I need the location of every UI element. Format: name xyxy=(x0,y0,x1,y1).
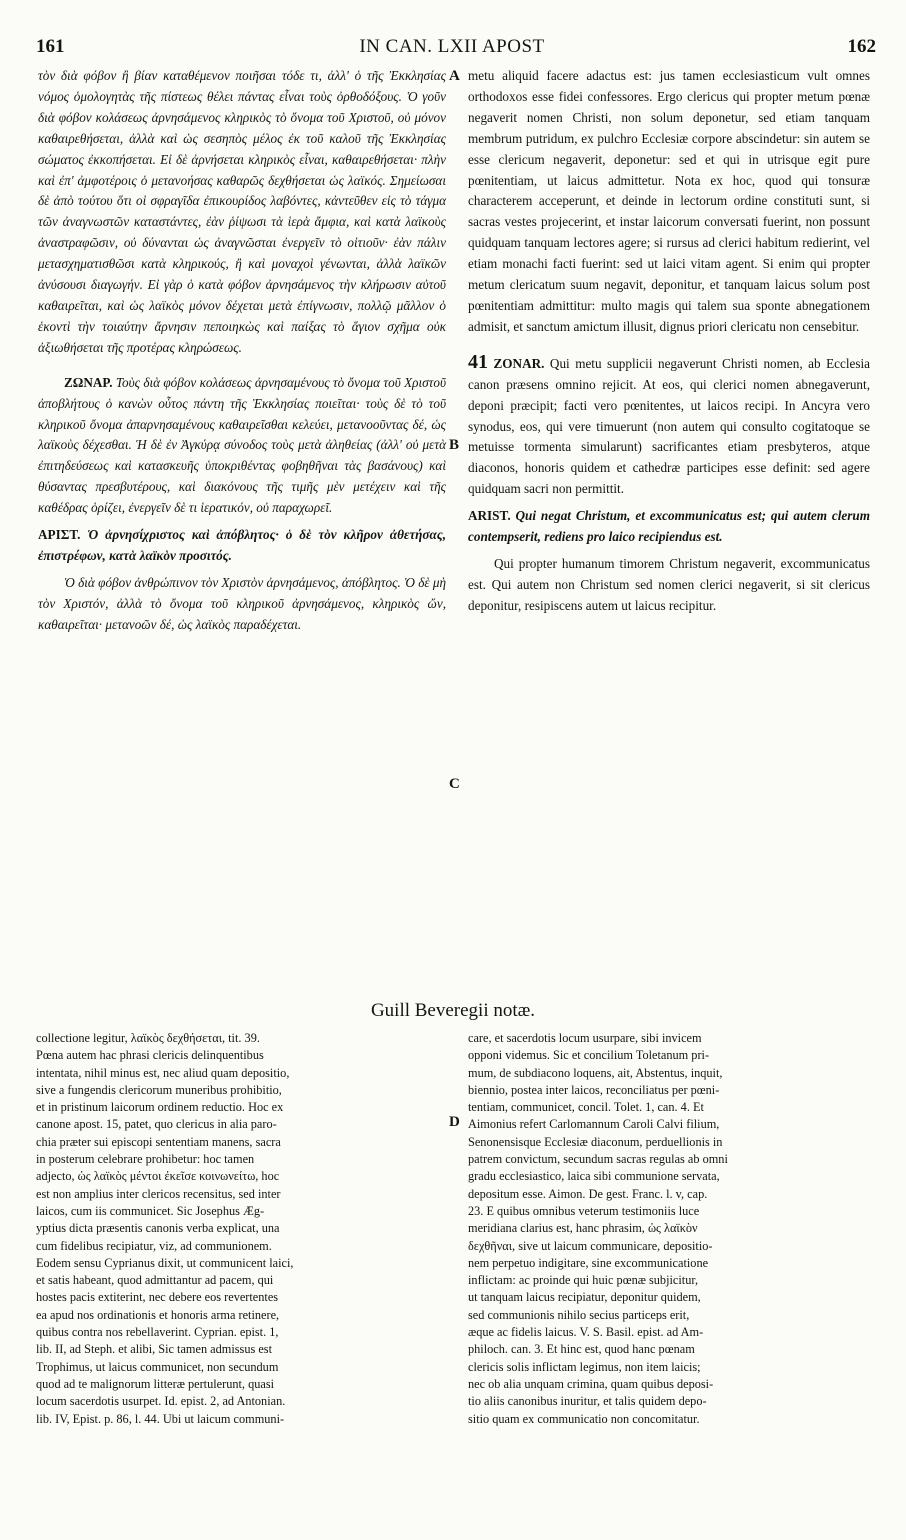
latin-column xyxy=(468,66,870,617)
note-line: inflictam: ac proinde qui huic pœnæ subjicitur, xyxy=(468,1273,699,1288)
note-line: ut tanquam laicus recipiatur, deponitur quidem, xyxy=(468,1290,701,1305)
greek-aristenus-summary xyxy=(38,525,446,567)
note-line: nem perpetuo indigitare, sine excommunicatione xyxy=(468,1255,709,1270)
latin-aristenus-text: Qui propter humanum timorem Christum negaverit, excommunicatus est. Qui autem non Christum sed nomen clerici negaverit, si sit clericus deponitur, resipiscens autem ut laicus recipitur. xyxy=(468,555,870,613)
running-header xyxy=(28,36,876,62)
note-line: Pœna autem hac phrasi clericis delinquentibus xyxy=(36,1048,264,1063)
greek-aristenus-summary-text: Ὁ ἀρνησίχριστος καὶ ἀπόβλητος· ὁ δὲ τὸν κλῆρον ἀθετήσας, ἐπιστρέφων, κατὰ λαϊκὸν προσιτός. xyxy=(38,527,446,563)
note-line: adjecto, ὡς λαϊκὸς μέντοι ἐκεῖσε κοινωνείτω, hoc xyxy=(36,1169,280,1184)
note-line: quod ad te malignorum litteræ pertulerunt, quasi xyxy=(36,1376,275,1391)
running-title: IN CAN. LXII APOST xyxy=(359,36,545,57)
greek-zonaras xyxy=(38,373,446,519)
note-line: sitio quam ex communicatio non concomitatur. xyxy=(468,1411,700,1426)
note-line: patrem convictum, secundum sacras regulas ab omni xyxy=(468,1152,728,1167)
greek-aristenus-text: Ὁ διὰ φόβον ἀνθρώπινον τὸν Χριστὸν ἀρνησάμενος, ἀπόβλητος. Ὁ δὲ μὴ τὸν Χριστόν, ἀλλὰ τὸ ὄνομα τοῦ κληρικοῦ ἀρνησάμενος, κληρικὸς ὤν, καθαιρεῖται· μετανοῶν δέ, ὡς λαϊκὸς παραδέχεται. xyxy=(38,574,446,632)
note-line: lib. II, ad Steph. et alibi, Sic tamen admissus est xyxy=(36,1342,272,1357)
note-line: mum, de subdiacono loquens, ait, Abstentus, inquit, xyxy=(468,1065,723,1080)
note-line: collectione legitur, λαϊκὸς δεχθήσεται, tit. 39. xyxy=(36,1031,260,1045)
greek-aristenus-label: ΑΡΙΣΤ. xyxy=(38,527,81,543)
margin-letter-d: D xyxy=(449,1114,460,1130)
note-line: et in pristinum laicorum ordinem reductio. Hoc ex xyxy=(36,1100,284,1115)
greek-commentary: τὸν διὰ φόβον ἢ βίαν καταθέμενον ποιῆσαι τόδε τι, ἀλλ' ὁ τῆς Ἐκκλησίας νόμος ὁμολογητὰς τῆς πίστεως θέλει πάντας εἶναι τοὺς ὀρθοδόξους. Ὁ γοῦν διὰ φόβον κολάσεως ἀρνησάμενος κληρικὸς τὸ ὄνομα τοῦ Χριστοῦ, οὐ μόνον καθαιρεθήσεται, ἀλλὰ καὶ ὡς σεσηπὸς μέλος ἐκ τοῦ καλοῦ τῆς Ἐκκλησίας σώματος ἐκκοπήσεται. Εἰ δὲ ἀρνήσεται κληρικὸς εἶναι, καθαιρεθήσεται· πλὴν καὶ ἐπ' ἀμφοτέροις ὁ μετανοήσας καθαρῶς δεχθήσεται ὡς λαϊκός. Σημείωσαι δὲ ἀπὸ τούτου ὅτι οἱ σφραγῖδα ἐπικουρίδος λαβόντες, κἀντεῦθεν εἰς τὸ τάγμα τῶν ἀναγνωστῶν καταστάντες, ἐὰν ῥίψωσι τὰ ἱερὰ ἄμφια, καὶ κατὰ λαϊκοὺς ἀναστραφῶσιν, οὐ δύνανται ὡς ἀναγνῶσται ἐνεργεῖν τὸ οἱτιοῦν· ἐὰν πάλιν μετασχηματισθῶσι κατὰ κληρικούς, ἢ καὶ μοναχοὶ γένωνται, ἀλλὰ λαϊκῶν ἀνύσουσι διαγωγήν. Εἰ γὰρ ὁ κατὰ φόβον ἀρνησάμενος τὴν κλήρωσιν αὐτοῦ καθαιρεῖται, καὶ ὡς λαϊκὸς μόνον δέχεται μετὰ ἐπίγνωσιν, πολλῷ μᾶλλον ὁ ἑκοντὶ τὴν τοιαύτην ἄρνησιν πεποιηκὼς καὶ παίξας τὸ ἅγιον σχῆμα οὐκ ἀξιωθήσεται τῆς προτέρας κληρώσεως. xyxy=(38,68,446,355)
note-line: quibus contra nos rebellaverint. Cyprian. epist. 1, xyxy=(36,1325,279,1340)
latin-zonaras-text: Qui metu supplicii negaverunt Christi nomen, ab Ecclesia canon præsens omnino rejicit. At eos, qui clerici nomen abnegaverunt, deponi præcipit; facti vero pœnitentes, ut laicos recipi. In Ancyra vero synodus, eos, qui vere timuerunt (non autem qui consulto cogitatoque se metuisse tormenta simularunt) sacrificantes etiam presbyteros, atque diaconos, honoris quidem et cathedræ participes esse definit: sed agere quidquam sacri non permittit. xyxy=(468,355,870,497)
latin-aristenus-summary xyxy=(468,506,870,548)
note-line: meridiana clarius est, hanc phrasim, ὡς λαϊκὸν xyxy=(468,1221,698,1236)
column-number: 41 xyxy=(468,350,488,373)
note-line: ea apud nos ordinationis et honoris arma retinere, xyxy=(36,1307,280,1322)
latin-zonaras xyxy=(468,352,870,500)
page-number-left: 161 xyxy=(36,36,65,57)
note-line: locum sacerdotis usurpet. Id. epist. 2, ad Antonian. xyxy=(36,1394,286,1409)
margin-letter-a: A xyxy=(449,68,460,84)
note-line: æque ac fidelis laicus. V. S. Basil. epist. ad Am- xyxy=(468,1325,704,1340)
note-line: opponi videmus. Sic et concilium Toletanum pri- xyxy=(468,1048,710,1063)
note-line: chia præter sui episcopi sententiam manens, sacra xyxy=(36,1134,281,1149)
note-line: Eodem sensu Cyprianus dixit, ut communicent laici, xyxy=(36,1255,294,1270)
latin-aristenus-label: ARIST. xyxy=(468,508,511,524)
greek-column xyxy=(38,66,446,636)
latin-aristenus-summary-text: Qui negat Christum, et excommunicatus est; qui autem clerum contempserit, rediens pro laico recipiendus est. xyxy=(468,508,870,545)
note-line: et satis habeant, quod admittantur ad pacem, qui xyxy=(36,1273,274,1288)
note-line: in posterum celebrare prohibetur: hoc tamen xyxy=(36,1152,255,1167)
note-line: tio aliis canonibus inuritur, et talis quidem depo- xyxy=(468,1394,707,1409)
latin-commentary: metu aliquid facere adactus est: jus tamen ecclesiasticum vult omnes orthodoxos esse fidei confessores. Ergo clericus qui propter metum pœnæ negaverit nomen Christi, non solum deponetur, sed etiam tanquam membrum putridum, ex pulchro Ecclesiæ corpore abscindetur: sin autem se esse clericum negaverit, deponetur: sed et qui in utrisque egit pure pœnitentiam, ut laicus admittetur. Nota ex hoc, quod qui tonsuræ characterem acceperunt, et deinde in lectorum ordine constituti sunt, si sacras vestes projecerint, et instar laicorum conversati fuerint, non possunt quidquam tanquam lectores agere; si rursus ad clerici habitum redierint, vel etiam monachi facti fuerint: sed ut laici vitam agent. Si enim qui propter metum clericatum suum negavit, deponitur, et tanquam laicus solum post pœnitentiam admittitur: multo magis qui talem sua sponte abnegationem admisit, et sanctum amictum illusit, dignus priori clericatu non censebitur. xyxy=(468,68,870,334)
note-line: Aimonius refert Carlomannum Caroli Calvi filium, xyxy=(468,1117,720,1132)
margin-letter-b: B xyxy=(449,437,460,453)
margin-letter-c: C xyxy=(449,776,460,792)
note-line: lib. IV, Epist. p. 86, l. 44. Ubi ut laicum communi- xyxy=(36,1411,285,1426)
note-line: philoch. can. 3. Et hinc est, quod hanc pœnam xyxy=(468,1342,695,1357)
note-line: tentiam, communicet, concil. Tolet. 1, can. 4. Et xyxy=(468,1100,704,1115)
note-line: gradu ecclesiastico, laica sibi communione servata, xyxy=(468,1169,720,1184)
greek-zonaras-text: Τοὺς διὰ φόβον κολάσεως ἀρνησαμένους τὸ ὄνομα τοῦ Χριστοῦ ἀποβλήτους ὁ κανὼν οὗτος πάντη τῆς Ἐκκλησίας ποιεῖται· τοὺς δὲ τὸ τοῦ κληρικοῦ ὄνομα ἀπαρνησαμένους καθαιρεῖσθαι κελεύει, μετανοοῦντας δέ, ὡς λαϊκοὺς δέχεσθαι. Ἡ δὲ ἐν Ἀγκύρᾳ σύνοδος τοὺς μετὰ ἀληθείας (ἀλλ' οὐ μετὰ ἐπιτηδεύσεως καὶ κατασκευῆς ὑποκριθέντας φοβηθῆναι τὰς βασάνους) καὶ θύσαντας πρεσβυτέρους, καὶ διακόνους τῆς τιμῆς μὲν μετέχειν καὶ τῆς καθέδρας ὁρίζει, ἐνεργεῖν δὲ τι ἱερατικόν, οὐ παραχωρεῖ. xyxy=(38,374,446,516)
note-line: sed communionis nihilo secius particeps erit, xyxy=(468,1307,690,1322)
note-line: care, et sacerdotis locum usurpare, sibi invicem xyxy=(468,1031,702,1045)
note-line: est non amplius inter clericos recensitus, sed inter xyxy=(36,1186,281,1201)
note-line: depositum esse. Aimon. De gest. Franc. l. v, cap. xyxy=(468,1186,708,1201)
notes-left-column xyxy=(36,1030,440,1428)
note-line: canone apost. 15, patet, quo clericus in alia paro- xyxy=(36,1117,277,1132)
note-line: yptius dicta præsentis canonis verba explicat, una xyxy=(36,1221,280,1236)
notes-heading: Guill Beveregii notæ. xyxy=(370,1000,536,1021)
page-number-right: 162 xyxy=(847,36,876,57)
note-line: Trophimus, ut laicus communicet, non secundum xyxy=(36,1359,279,1374)
note-line: 23. E quibus omnibus veterum testimoniis luce xyxy=(468,1203,700,1218)
note-line: hostes pacis extiterint, nec debere eos revertentes xyxy=(36,1290,279,1305)
note-line: clericis solis inflictam legimus, non item laicis; xyxy=(468,1359,701,1374)
notes-right-column xyxy=(468,1030,870,1428)
note-line: intentata, nihil minus est, nec aliud quam depositio, xyxy=(36,1065,290,1080)
note-line: laicos, cum iis communicet. Sic Josephus Æg- xyxy=(36,1203,265,1218)
note-line: nec ob alia unquam crimina, quam quibus deposi- xyxy=(468,1376,714,1391)
latin-zonaras-label: ZONAR. xyxy=(493,355,545,371)
note-line: biennio, postea inter laicos, reconciliatus per pœni- xyxy=(468,1082,720,1097)
note-line: Senonensisque Ecclesiæ diaconum, perduellionis in xyxy=(468,1134,723,1149)
note-line: δεχθῆναι, sive ut laicum communicare, depositio- xyxy=(468,1238,713,1253)
note-line: sive a fungendis clericorum muneribus prohibitio, xyxy=(36,1082,282,1097)
greek-zonaras-label: ΖΩΝΑΡ. xyxy=(64,374,113,390)
note-line: cum fidelibus recipiatur, viz, ad communionem. xyxy=(36,1238,272,1253)
